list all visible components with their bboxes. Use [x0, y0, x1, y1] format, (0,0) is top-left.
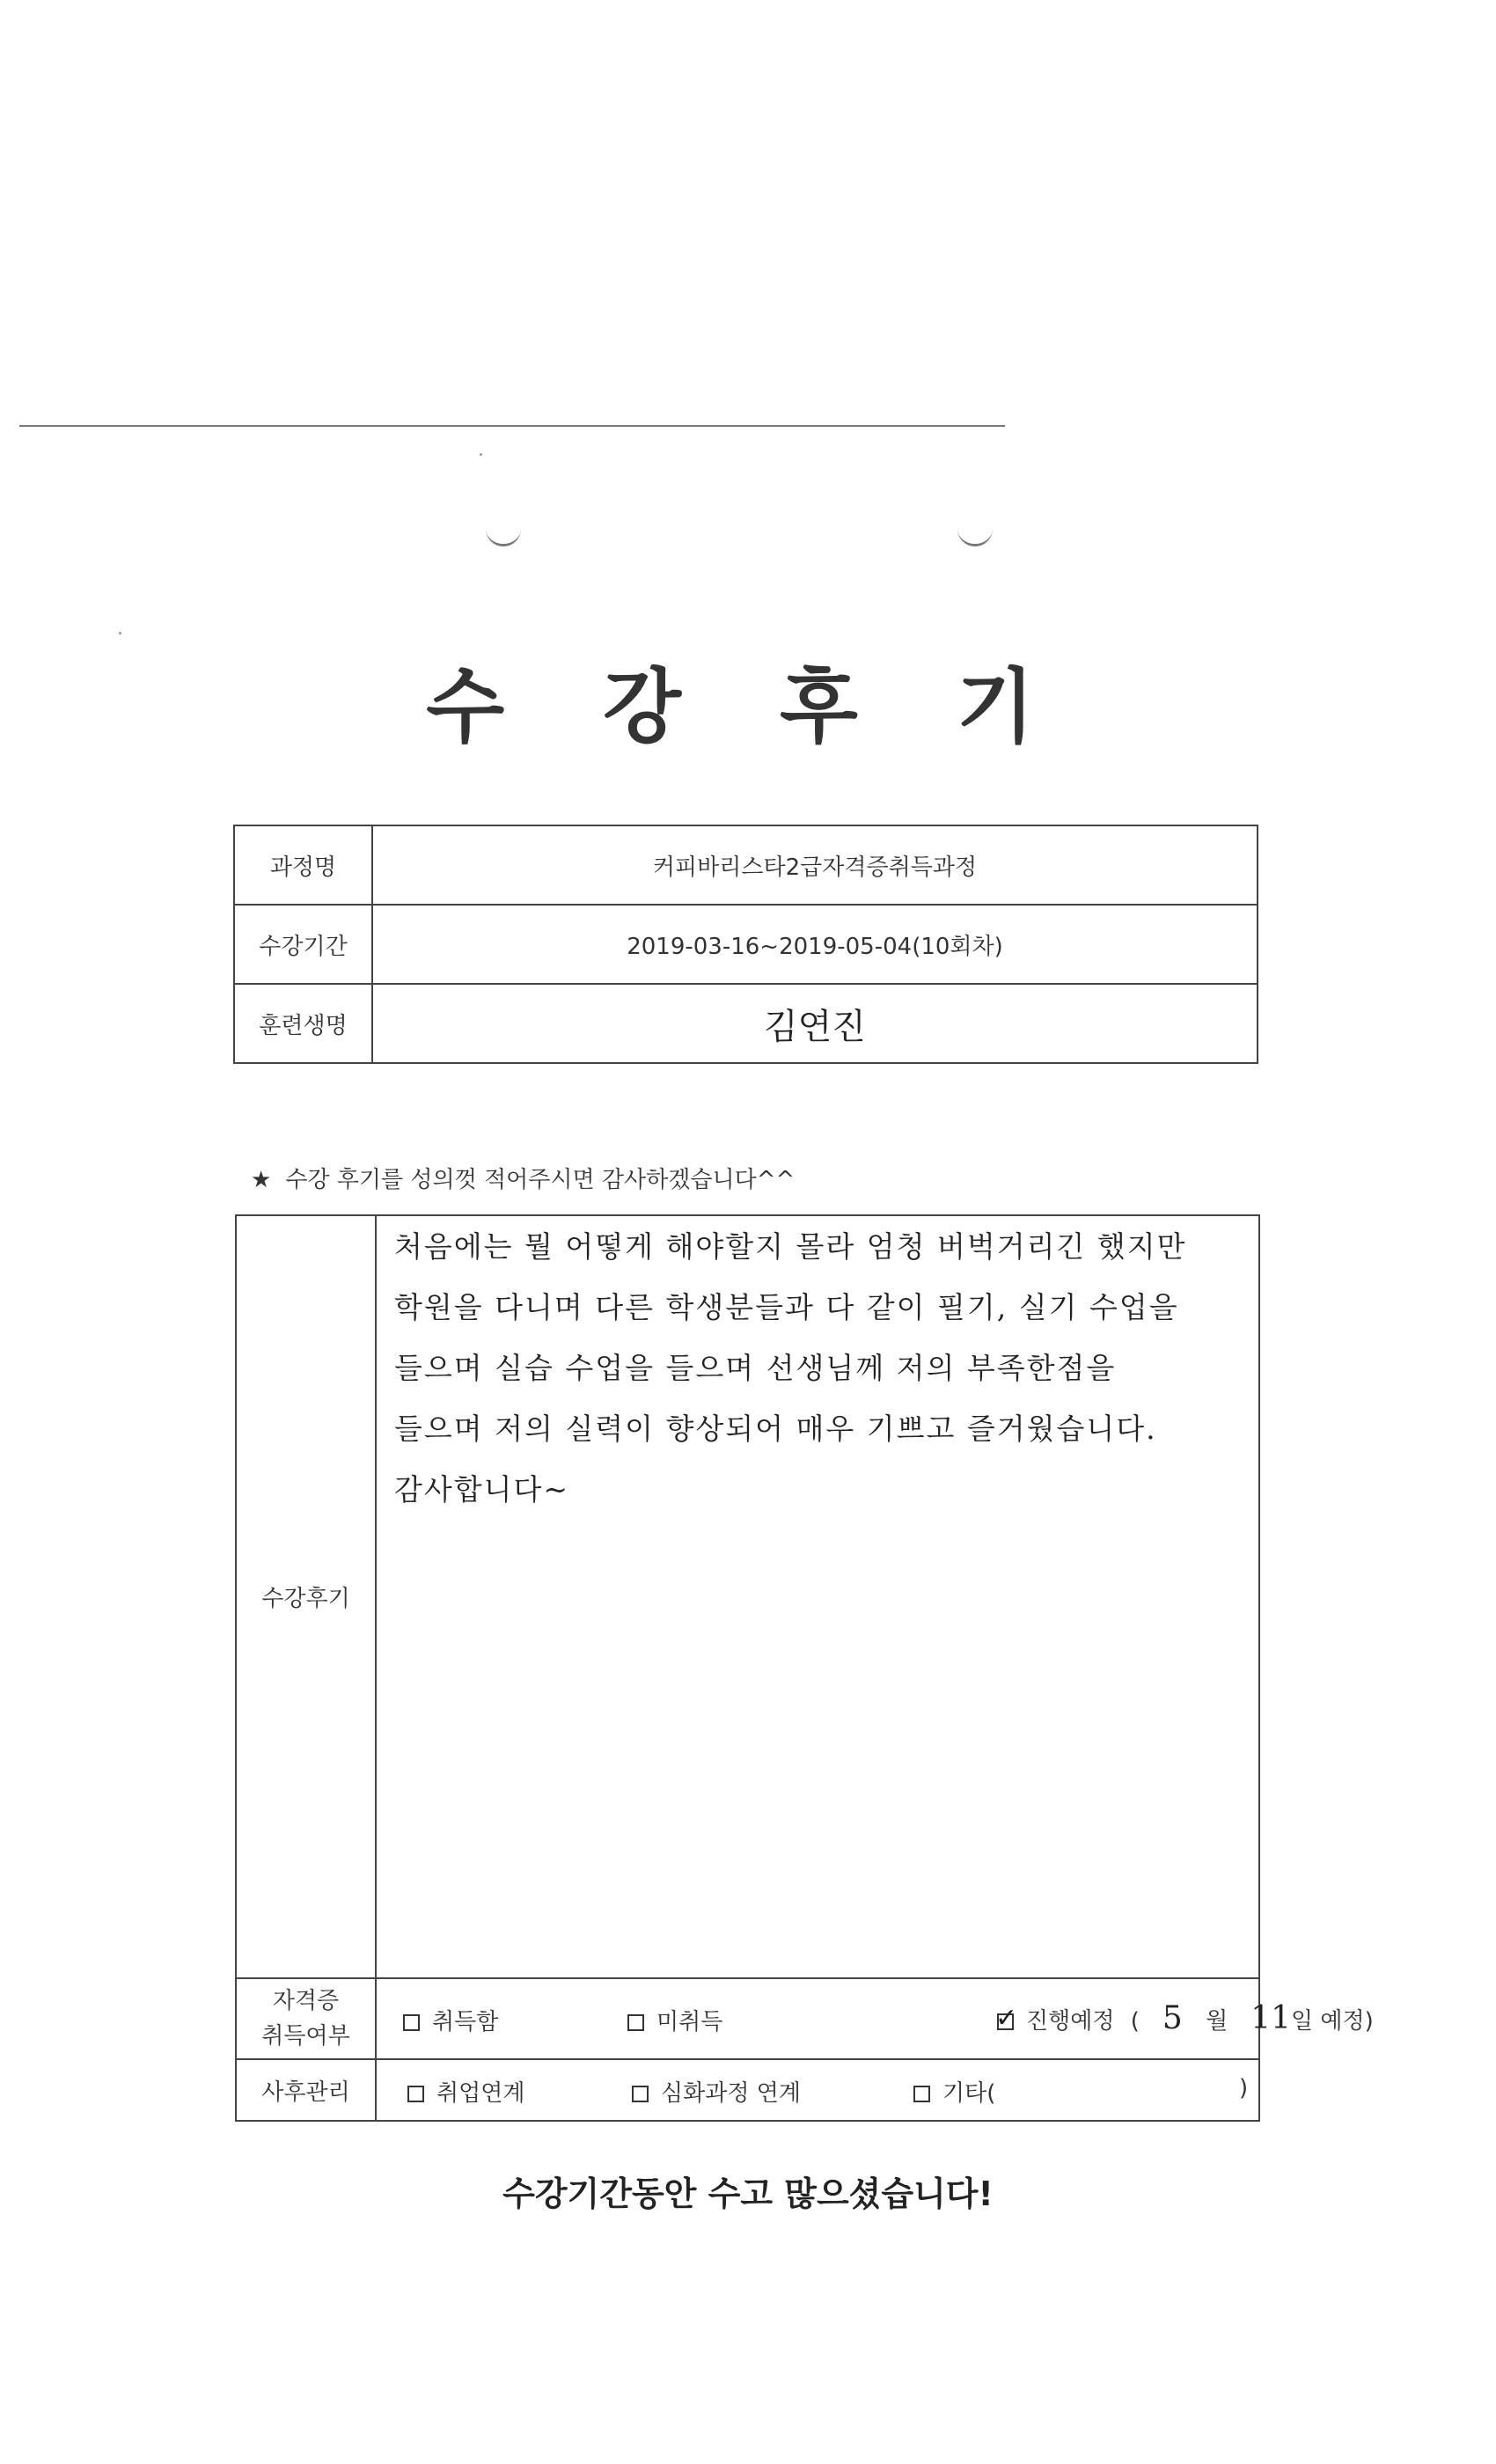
- certificate-label-line2: 취득여부: [261, 2023, 350, 2050]
- period-row: [234, 905, 1258, 984]
- check-mark-icon: ✓: [995, 2003, 1018, 2034]
- course-row: [234, 825, 1258, 905]
- star-icon: ★: [251, 1167, 272, 1193]
- course-label: 과정명: [234, 825, 372, 905]
- option-other-label: 기타(: [942, 2080, 996, 2107]
- option-not-acquired[interactable]: [627, 2004, 722, 2036]
- checkbox-scheduled[interactable]: [995, 2003, 1018, 2034]
- period-value: 2019-03-16~2019-05-04(10회차): [372, 905, 1258, 984]
- certificate-label-line1: 자격증: [272, 1988, 340, 2014]
- option-advanced-course[interactable]: [632, 2075, 801, 2108]
- option-job-linkage-label: 취업연계: [436, 2080, 525, 2107]
- notice-text: [251, 1162, 795, 1194]
- notice-message: 수강 후기를 성의껏 적어주시면 감사하겠습니다^^: [285, 1167, 796, 1193]
- option-acquired-label: 취득함: [432, 2009, 499, 2035]
- scan-speck: [480, 453, 482, 456]
- day-unit: 일 예정): [1291, 2008, 1374, 2035]
- option-scheduled-label: 진행예정: [1026, 2008, 1115, 2035]
- option-scheduled[interactable]: [997, 2000, 1374, 2036]
- course-info-table: [233, 825, 1258, 1064]
- option-acquired[interactable]: [403, 2004, 498, 2036]
- checkbox-job-linkage[interactable]: [407, 2086, 424, 2102]
- month-unit: 월: [1206, 2008, 1228, 2035]
- course-value: 커피바리스타2급자격증취득과정: [372, 825, 1258, 905]
- option-other[interactable]: [913, 2075, 995, 2108]
- paren-open: (: [1130, 2008, 1140, 2035]
- page-title: 수 강 후 기: [426, 660, 1070, 754]
- review-line: 처음에는 뭘 어떻게 해야할지 몰라 엄청 버벅거리긴 했지만: [394, 1229, 1187, 1264]
- checkbox-other[interactable]: [913, 2086, 930, 2102]
- punch-hole-left: [486, 526, 521, 546]
- scheduled-day: 11: [1250, 2000, 1291, 2036]
- review-body: [376, 1215, 1259, 1978]
- paper-edge-line: [19, 425, 1005, 427]
- option-other-close: ): [1239, 2075, 1249, 2101]
- review-line: 들으며 실습 수업을 들으며 선생님께 저의 부족한점을: [394, 1351, 1117, 1385]
- option-not-acquired-label: 미취득: [656, 2009, 723, 2035]
- option-advanced-course-label: 심화과정 연계: [661, 2080, 801, 2107]
- review-label: 수강후기: [236, 1215, 376, 1978]
- trainee-signature: 김연진: [764, 1006, 866, 1047]
- scheduled-month: 5: [1162, 2000, 1183, 2036]
- scan-speck: [119, 632, 121, 634]
- aftercare-options: [376, 2059, 1259, 2121]
- aftercare-row: [236, 2059, 1259, 2121]
- punch-hole-right: [957, 526, 993, 546]
- trainee-label: 훈련생명: [234, 984, 372, 1063]
- option-job-linkage[interactable]: [407, 2075, 524, 2108]
- review-row: [236, 1215, 1259, 1978]
- review-table: [235, 1214, 1374, 2122]
- certificate-options: [376, 1978, 1374, 2059]
- period-label: 수강기간: [234, 905, 372, 984]
- trainee-row: [234, 984, 1258, 1063]
- checkbox-acquired[interactable]: [403, 2014, 420, 2031]
- checkbox-advanced-course[interactable]: [632, 2086, 649, 2102]
- aftercare-label: 사후관리: [236, 2059, 376, 2121]
- closing-message: 수강기간동안 수고 많으셨습니다!: [502, 2174, 994, 2213]
- checkbox-not-acquired[interactable]: [627, 2014, 644, 2031]
- review-line: 학원을 다니며 다른 학생분들과 다 같이 필기, 실기 수업을: [394, 1290, 1179, 1324]
- certificate-row: [236, 1978, 1259, 2059]
- trainee-signature-cell: [372, 984, 1258, 1063]
- certificate-label: [236, 1978, 376, 2059]
- review-line: 들으며 저의 실력이 향상되어 매우 기쁘고 즐거웠습니다.: [394, 1412, 1157, 1446]
- review-line: 감사합니다~: [394, 1472, 570, 1507]
